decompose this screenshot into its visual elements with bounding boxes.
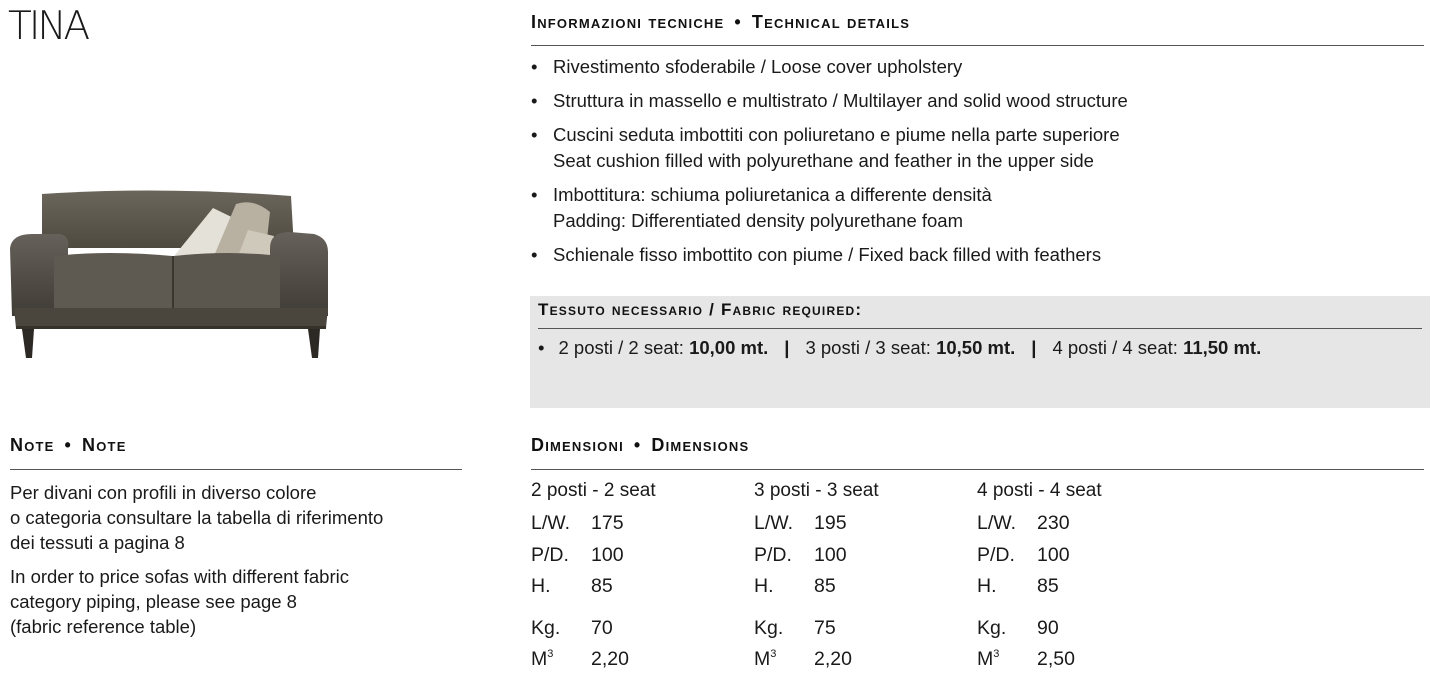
- dim-label: $M^3$: [531, 648, 554, 670]
- dim-value: 230: [1037, 512, 1070, 534]
- dim-label: H.: [531, 575, 551, 597]
- dim-value: 85: [814, 575, 836, 597]
- technical-item: [531, 54, 1421, 80]
- dimensions-rule: [531, 469, 1424, 470]
- note-heading-en: Note: [82, 435, 127, 455]
- note-line: In order to price sofas with different fabric: [10, 566, 349, 587]
- technical-item-line: Cuscini seduta imbottiti con poliuretano e piume nella parte superiore: [553, 124, 1120, 145]
- dim-row-height: [531, 575, 656, 607]
- dim-label: P/D.: [754, 543, 792, 566]
- product-title: TINA: [8, 4, 88, 49]
- note-line: category piping, please see page 8: [10, 591, 297, 612]
- note-line: Per divani con profili in diverso colore: [10, 482, 317, 503]
- fabric-value: 10,00 mt.: [689, 337, 769, 358]
- column-caption: 4 posti - 4 seat: [977, 480, 1102, 501]
- heading-separator: •: [734, 12, 742, 32]
- dim-row-volume: [754, 648, 879, 680]
- dim-value: 70: [591, 616, 613, 639]
- dim-row-width: [531, 512, 656, 544]
- dim-label: P/D.: [977, 543, 1015, 566]
- dimensions-heading-en: Dimensions: [651, 435, 750, 455]
- dim-row-depth: [977, 544, 1102, 576]
- technical-item-line: Rivestimento sfoderabile / Loose cover upholstery: [553, 56, 963, 77]
- technical-heading-en: Technical details: [751, 12, 911, 32]
- dim-label: L/W.: [531, 512, 571, 534]
- fabric-value: 11,50 mt.: [1183, 337, 1262, 358]
- dim-label: H.: [977, 575, 997, 597]
- fabric-value: 10,50 mt.: [936, 337, 1016, 358]
- technical-item: [531, 122, 1421, 174]
- dim-value: 85: [1037, 575, 1059, 597]
- dim-row-width: [754, 512, 879, 544]
- technical-rule: [531, 45, 1424, 46]
- note-line: o categoria consultare la tabella di riferimento: [10, 507, 384, 528]
- dim-label: $M^3$: [977, 648, 1000, 670]
- dim-value: 90: [1037, 616, 1059, 639]
- technical-heading: [531, 12, 910, 33]
- dim-label: P/D.: [531, 543, 569, 566]
- bullet: •: [531, 124, 538, 145]
- bullet: •: [531, 184, 538, 205]
- dim-label: Kg.: [531, 616, 561, 639]
- fabric-separator: |: [784, 337, 790, 358]
- technical-item-line: Seat cushion filled with polyurethane and feather in the upper side: [553, 150, 1094, 171]
- dim-label: Kg.: [754, 616, 784, 639]
- sofa-image: [8, 186, 334, 362]
- note-heading-it: Note: [10, 435, 55, 455]
- fabric-heading: Tessuto necessario / Fabric required:: [538, 300, 863, 319]
- bullet: •: [531, 244, 538, 265]
- dim-value: 85: [591, 575, 613, 597]
- dim-label: L/W.: [754, 512, 794, 534]
- note-text-italian: [10, 480, 383, 555]
- dim-value: 2,20: [591, 648, 629, 670]
- dimensions-column-3-seat: [754, 480, 879, 680]
- bullet: •: [531, 56, 538, 77]
- dim-row-height: [754, 575, 879, 607]
- dim-label: Kg.: [977, 616, 1007, 639]
- technical-heading-it: Informazioni tecniche: [531, 12, 725, 32]
- bullet: •: [531, 90, 538, 111]
- dim-row-weight: [977, 617, 1102, 649]
- note-heading: [10, 435, 127, 456]
- column-caption: 3 posti - 3 seat: [754, 480, 879, 501]
- dim-value: 100: [591, 543, 624, 566]
- dim-row-weight: [754, 617, 879, 649]
- technical-item-line: Schienale fisso imbottito con piume / Fixed back filled with feathers: [553, 244, 1102, 265]
- dim-row-volume: [531, 648, 656, 680]
- column-caption: 2 posti - 2 seat: [531, 480, 656, 501]
- dim-row-width: [977, 512, 1102, 544]
- dim-value: 175: [591, 512, 624, 534]
- technical-list: [531, 54, 1421, 276]
- dim-row-depth: [754, 544, 879, 576]
- fabric-rule: [538, 328, 1422, 329]
- dim-row-height: [977, 575, 1102, 607]
- dim-value: 100: [1037, 543, 1070, 566]
- dim-value: 2,20: [814, 648, 852, 670]
- dim-row-weight: [531, 617, 656, 649]
- technical-item-line: Padding: Differentiated density polyurethane foam: [553, 210, 964, 231]
- dim-label: $M^3$: [754, 648, 777, 670]
- fabric-label: 4 posti / 4 seat:: [1052, 337, 1178, 358]
- fabric-quantities: [538, 337, 1261, 359]
- dim-label: H.: [754, 575, 774, 597]
- technical-item: [531, 88, 1421, 114]
- dim-row-depth: [531, 544, 656, 576]
- note-line: (fabric reference table): [10, 616, 197, 637]
- heading-separator: •: [633, 435, 642, 455]
- technical-item: [531, 242, 1421, 268]
- dim-value: 100: [814, 543, 847, 566]
- heading-separator: •: [64, 435, 73, 455]
- dimensions-column-4-seat: [977, 480, 1102, 680]
- dim-value: 2,50: [1037, 648, 1075, 670]
- dim-value: 195: [814, 512, 847, 534]
- dimensions-heading: [531, 435, 749, 456]
- fabric-label: 2 posti / 2 seat:: [558, 337, 684, 358]
- fabric-label: 3 posti / 3 seat:: [805, 337, 931, 358]
- dimensions-column-2-seat: [531, 480, 656, 680]
- technical-item-line: Imbottitura: schiuma poliuretanica a differente densità: [553, 184, 992, 205]
- note-rule: [10, 469, 462, 470]
- dim-row-volume: [977, 648, 1102, 680]
- note-text-english: [10, 564, 349, 639]
- note-line: dei tessuti a pagina 8: [10, 532, 185, 553]
- technical-item-line: Struttura in massello e multistrato / Multilayer and solid wood structure: [553, 90, 1128, 111]
- fabric-separator: |: [1031, 337, 1037, 358]
- dim-value: 75: [814, 616, 836, 639]
- technical-item: [531, 182, 1421, 234]
- dimensions-heading-it: Dimensioni: [531, 435, 624, 455]
- bullet: •: [538, 337, 545, 358]
- dim-label: L/W.: [977, 512, 1017, 534]
